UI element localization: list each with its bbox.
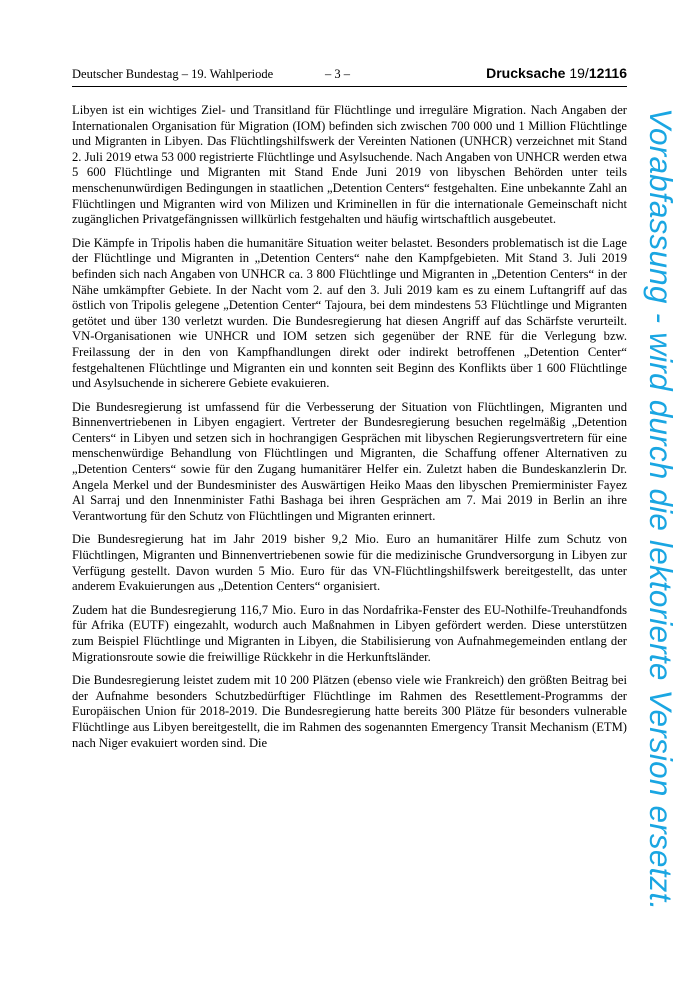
- paragraph: Die Bundesregierung ist umfassend für die Verbesserung der Situation von Flüchtlingen, Migranten und Binnenvertriebenen in Libyen engagiert. Vertreter der Bundesregierung besuchen regelmäßig „Detention Centers“ in Libyen und setzen sich in hochrangigen Gesprächen mit libyschen Regierungsvertretern für eine menschenwürdige Behandlung von Flüchtlingen und Migranten, die Schaffung offener Alternativen zu „Detention Centers“ sowie für den Zugang humanitärer Helfer ein. Zuletzt haben die Bundeskanzlerin Dr. Angela Merkel und der Bundesminister des Auswärtigen Heiko Maas den libyschen Premierminister Fayez Al Sarraj und den Innenminister Fathi Bashaga bei ihren Gesprächen am 7. Mai 2019 in Berlin an ihre Verantwortung für den Schutz von Flüchtlingen und Migranten erinnert.: [72, 399, 627, 523]
- header-rule: [72, 86, 627, 87]
- paragraph: Die Bundesregierung leistet zudem mit 10 200 Plätzen (ebenso viele wie Frankreich) den größten Beitrag bei der Aufnahme besonders Schutzbedürftiger Flüchtlinge im Rahmen des Resettlement-Programms der Europäischen Union für 2018-2019. Die Bundesregierung hatte bereits 300 Plätze für besonders vulnerable Flüchtlinge aus Libyen bereitgestellt, die im Rahmen des sogenannten Emergency Transit Mechanism (ETM) nach Niger evakuiert worden sind. Die: [72, 673, 627, 750]
- page-number: – 3 –: [325, 67, 350, 81]
- draft-watermark: [621, 108, 681, 911]
- header-publication: Deutscher Bundestag – 19. Wahlperiode: [72, 67, 274, 81]
- paragraph: Libyen ist ein wichtiges Ziel- und Transitland für Flüchtlinge und irreguläre Migration. Nach Angaben der Internationalen Organisation für Migration (IOM) befinden sich zwischen 700 000 und 1 Million Flüchtlinge und Migranten in Libyen. Das Flüchtlingshilfswerk der Vereinten Nationen (UNHCR) verzeichnet mit Stand 2. Juli 2019 etwa 53 000 registrierte Flüchtlinge und Asylsuchende. Nach Angaben von UNHCR werden etwa 5 600 Flüchtlinge und Migranten mit Stand Ende Juni 2019 von libyschen Behörden unter teils menschenunwürdigen Bedingungen in staatlichen „Detention Centers“ festgehalten. Eine unbekannte Zahl an Flüchtlingen und Migranten wird von Milizen und Kriminellen in für die internationale Gemeinschaft nicht zugänglichen Privatgefängnissen willkürlich festgehalten und häufig wirtschaftlich ausgebeutet.: [72, 103, 627, 227]
- paragraph: Die Bundesregierung hat im Jahr 2019 bisher 9,2 Mio. Euro an humanitärer Hilfe zum Schutz von Flüchtlingen, Migranten und Binnenvertriebenen sowie für die medizinische Grundversorgung in Libyen zur Verfügung gestellt. Davon wurden 5 Mio. Euro für das VN-Flüchtlingshilfswerk bereitgestellt, das unter anderem Evakuierungen aus „Detention Centers“ organisiert.: [72, 532, 627, 594]
- doc-period: 19/: [569, 65, 589, 81]
- document-number: [486, 65, 627, 81]
- paragraph: Die Kämpfe in Tripolis haben die humanitäre Situation weiter belastet. Besonders problematisch ist die Lage der Flüchtlinge und Migranten in „Detention Centers“ nahe den Kampfgebieten. Mit Stand 3. Juli 2019 befinden sich nach Angaben von UNHCR ca. 3 800 Flüchtlinge und Migranten in „Detention Centers“ in der Nähe umkämpfter Gebiete. In der Nacht vom 2. auf den 3. Juli 2019 kam es zu einem Luftangriff auf das östlich von Tripolis gelegene „Detention Center“ Tajoura, bei dem mindestens 53 Flüchtlinge und Migranten getötet und über 130 verletzt wurden. Die Bundesregierung hat diesen Angriff auf das Schärfste verurteilt. VN-Organisationen wie UNHCR und IOM setzen sich gegenüber der RNE für die Verlegung bzw. Freilassung der in den von Kampfhandlungen direkt oder indirekt betroffenen „Detention Center“ festgehaltenen Flüchtlinge und Migranten ein und konnten seit Beginn des Konflikts über 1 600 Flüchtlinge und Asylsuchende in sicherere Gebiete evakuieren.: [72, 235, 627, 391]
- doc-label: Drucksache: [486, 65, 566, 81]
- body-text: [72, 103, 627, 759]
- page-header: [72, 66, 627, 86]
- paragraph: Zudem hat die Bundesregierung 116,7 Mio. Euro in das Nordafrika-Fenster des EU-Nothilfe-Treuhandfonds für Afrika (EUTF) eingezahlt, wodurch auch Maßnahmen in Libyen gefördert werden. Diese unterstützen zum Beispiel Flüchtlinge und Migranten in Libyen, die Stabilisierung von Aufnahmegemeinden entlang der Migrationsroute sowie die freiwillige Rückkehr in die Herkunftsländer.: [72, 602, 627, 664]
- watermark-text: Vorabfassung - wird durch die lektorierte Version ersetzt.: [643, 108, 679, 911]
- doc-number: 12116: [588, 65, 627, 81]
